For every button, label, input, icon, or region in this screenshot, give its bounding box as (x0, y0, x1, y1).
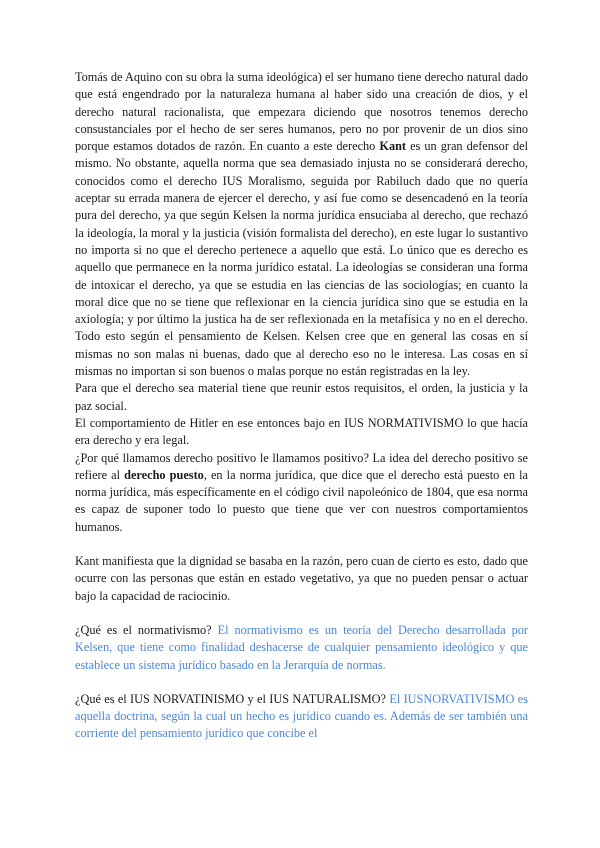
paragraph-text: es un gran defensor del mismo. No obstante, aquella norma que sea demasiado injusta no se considerará derecho, conocidos como el derecho IUS Moralismo, seguida por Rabiluch dado que no quería aceptar su errada manera de ejercer el derecho, y así fue como se desencadenó en la teoría pura del derecho, ya que según Kelsen la norma jurídica ensuciaba al derecho, que rechazó la ideología, la moral y la justicia (visión formalista del derecho), en este lugar lo sustantivo no importa si no que el derecho pertenece a aquello que está. Lo único que es derecho es aquello que permanece en la norma jurídico estatal. La ideologías se consideran una forma de intoxicar el derecho, ya que se estudia en las ciencias de las sociologías; en cuanto la moral dice que no se tiene que reflexionar en la ciencia jurídica sino que se estudia en la axiología; y por último la justica ha de ser reflexionada en la metafísica y no en el derecho. Todo esto según el pensamiento de Kelsen. Kelsen cree que en general las cosas en sí mismas no son malas ni buenas, dado que al derecho eso no le interesa. Las cosas en sí mismas no importan si son buenos o malas porque no están registradas en la ley. (75, 139, 528, 379)
question-text: ¿Qué es el IUS NORVATINISMO y el IUS NATURALISMO? (75, 691, 390, 706)
paragraph-ius-naturalismo (75, 691, 528, 743)
answer-text: El IUSNORVATIVISMO es aquella doctrina, según la cual un hecho es jurídico cuando es. Además de ser también una corriente del pensamiento jurídico que concibe el (75, 691, 528, 741)
paragraph-requisitos: Para que el derecho sea material tiene que reunir estos requisitos, el orden, la justicia y la paz social. (75, 381, 528, 413)
bold-term-derecho-puesto: derecho puesto (124, 467, 204, 482)
paragraph-spacer (75, 536, 528, 553)
paragraph-spacer (75, 674, 528, 691)
paragraph-normativismo (75, 622, 528, 674)
question-text: ¿Qué es el normativismo? (75, 622, 218, 637)
paragraph-text: Tomás de Aquino con su obra la suma ideológica) el ser humano tiene derecho natural dado que está engendrado por la naturaleza humana al haber sido una creación de dios, y el derecho natural racionalista, que empezara diciendo que nosotros tenemos derecho consustanciales por el hecho de ser seres humanos, pero no por provenir de un dios sino porque estamos dotados de razón. En cuanto a este derecho (75, 70, 528, 154)
paragraph-hitler: El comportamiento de Hitler en ese entonces bajo en IUS NORMATIVISMO lo que hacía era derecho y era legal. (75, 415, 528, 448)
bold-term-kant: Kant (379, 139, 407, 154)
paragraph-derecho-positivo (75, 450, 528, 536)
paragraph-kant-dignidad: Kant manifiesta que la dignidad se basaba en la razón, pero cuan de cierto es esto, dado que ocurre con las personas que están en estado vegetativo, ya que no pueden pensar o actuar bajo la capacidad de raciocinio. (75, 554, 528, 603)
paragraph-kelsen-theory (75, 69, 528, 380)
answer-text: El normativismo es un teoría del Derecho desarrollada por Kelsen, que tiene como finalidad deshacerse de cualquier pensamiento ideológico y que establece un sistema jurídico basado en la Jerarquía de normas. (75, 622, 528, 672)
paragraph-spacer (75, 605, 528, 622)
paragraph-text: ¿Por qué llamamos derecho positivo le llamamos positivo? La idea del derecho positivo se refiere al (75, 450, 528, 482)
paragraph-text: , en la norma jurídica, que dice que el derecho está puesto en la norma jurídica, más específicamente en el código civil napoleónico de 1804, que esa norma es capaz de suponer todo lo puesto que tiene que ver con nuestros comportamientos humanos. (75, 467, 528, 534)
